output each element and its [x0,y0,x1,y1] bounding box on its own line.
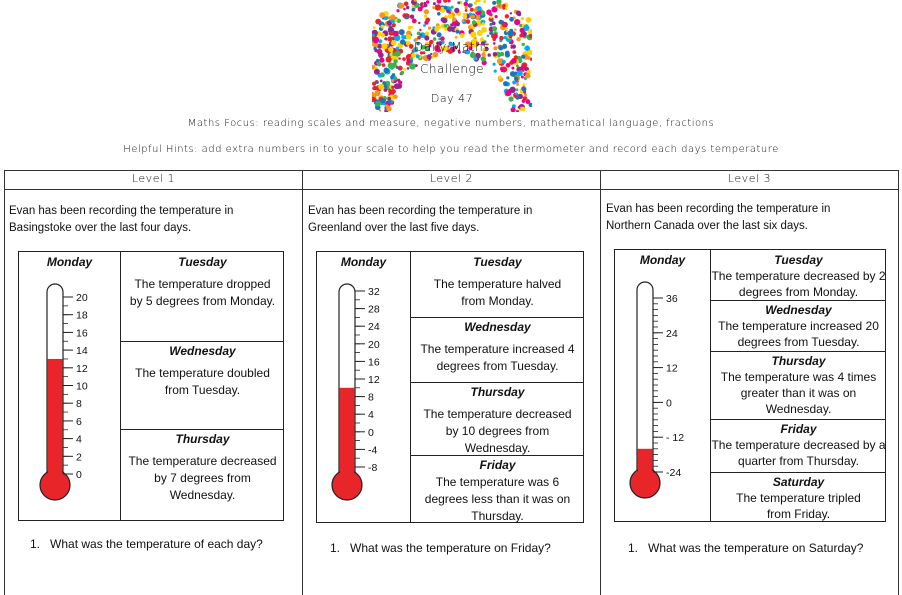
intro-line: Basingstoke over the last four days. [9,222,192,234]
monday-header: Monday [340,255,387,269]
scale-tick-label: 12 [368,374,380,386]
thermometer [37,280,119,510]
scale-tick-label: 24 [368,321,380,334]
monday-header: Monday [46,255,93,269]
title-line-2: Challenge [419,62,485,76]
scale-tick-label: 8 [368,391,374,404]
level-1-table [18,251,284,521]
column-divider [302,171,303,595]
clue-wednesday: Wednesday The temperature doubled from Tuesday. [135,344,270,397]
scale-tick-label: 20 [76,292,88,304]
clue-tuesday: Tuesday The temperature decreased by 2 degrees from Monday. [711,253,886,299]
clue-thursday: Thursday The temperature was 4 times greater than it was on Wednesday. [720,354,877,416]
scale-tick-label: -4 [368,444,378,457]
scale-tick-label: 4 [76,433,82,446]
scale-tick-label: - 12 [666,432,685,445]
scale-tick-label: 14 [76,345,88,358]
thermometer [329,280,409,510]
level-2-intro [308,203,532,237]
level-3-question: 1. What was the temperature on Saturday? [628,541,864,555]
header-row-divider [5,189,898,190]
scale-tick-label: 32 [368,286,380,298]
scale-tick-label: 24 [666,327,678,340]
day-label: Day 47 [430,92,474,105]
scale-tick-label: 10 [76,380,88,393]
scale-tick-label: 20 [368,338,380,351]
level-2-title: Level 2 [429,172,474,185]
scale-tick-label: 0 [666,397,672,410]
scale-tick-label: -8 [368,462,378,474]
intro-line: Evan has been recording the temperature in [308,205,533,217]
scale-tick-label: 6 [76,415,82,428]
helpful-hints [0,144,902,155]
level-1-title: Level 1 [131,172,176,185]
clue-thursday: Thursday The temperature decreased by 10 degrees from Wednesday. [423,385,572,455]
intro-line: Evan has been recording the temperature in [9,205,234,217]
clue-thursday: Thursday The temperature decreased by 7 degrees from Wednesday. [128,432,277,502]
thermometer [627,278,709,508]
intro-line: Greenland over the last five days. [308,222,480,234]
scale-tick-label: 12 [666,362,678,375]
focus-label: Maths Focus: [187,118,260,129]
level-3-title: Level 3 [727,172,772,185]
scale-tick-label: 12 [76,362,88,375]
clue-saturday: Saturday The temperature tripled from Friday. [736,475,861,521]
scale-tick-label: -24 [666,467,682,479]
intro-line: Evan has been recording the temperature in [606,203,831,215]
clue-friday: Friday The temperature decreased by a quarter from Thursday. [711,422,886,468]
intro-line: Northern Canada over the last six days. [606,220,808,232]
hints-text: add extra numbers in to your scale to help you read the thermometer and record each days temperature [201,144,779,155]
clue-tuesday: Tuesday The temperature dropped by 5 degrees from Monday. [129,255,276,308]
clue-friday: Friday The temperature was 6 degrees less than it was on Thursday. [424,458,571,523]
title-line-1: Daily Maths [414,40,490,54]
hints-label: Helpful Hints: [123,144,198,155]
scale-tick-label: 2 [76,451,82,464]
level-1-intro [9,203,233,237]
scale-tick-label: 4 [368,409,374,422]
scale-tick-label: 28 [368,303,380,316]
clue-wednesday: Wednesday The temperature increased 4 degrees from Tuesday. [420,320,575,373]
level-2-table [316,251,584,523]
focus-text: reading scales and measure, negative numbers, mathematical language, fractions [262,118,715,129]
clue-wednesday: Wednesday The temperature increased 20 degrees from Tuesday. [718,303,879,349]
monday-header: Monday [639,253,686,267]
scale-tick-label: 36 [666,293,678,305]
scale-tick-label: 16 [76,327,88,340]
clue-tuesday: Tuesday The temperature halved from Monday. [433,255,562,308]
level-3-table [614,249,886,522]
column-divider [600,171,601,595]
scale-tick-label: 8 [76,398,82,411]
maths-focus [0,118,902,129]
level-3-intro [606,201,830,235]
scale-tick-label: 18 [76,309,88,322]
level-2-question: 1. What was the temperature on Friday? [330,541,551,555]
scale-tick-label: 0 [368,426,374,439]
scale-tick-label: 16 [368,356,380,369]
level-1-question: 1. What was the temperature of each day? [30,537,263,551]
scale-tick-label: 0 [76,469,82,481]
